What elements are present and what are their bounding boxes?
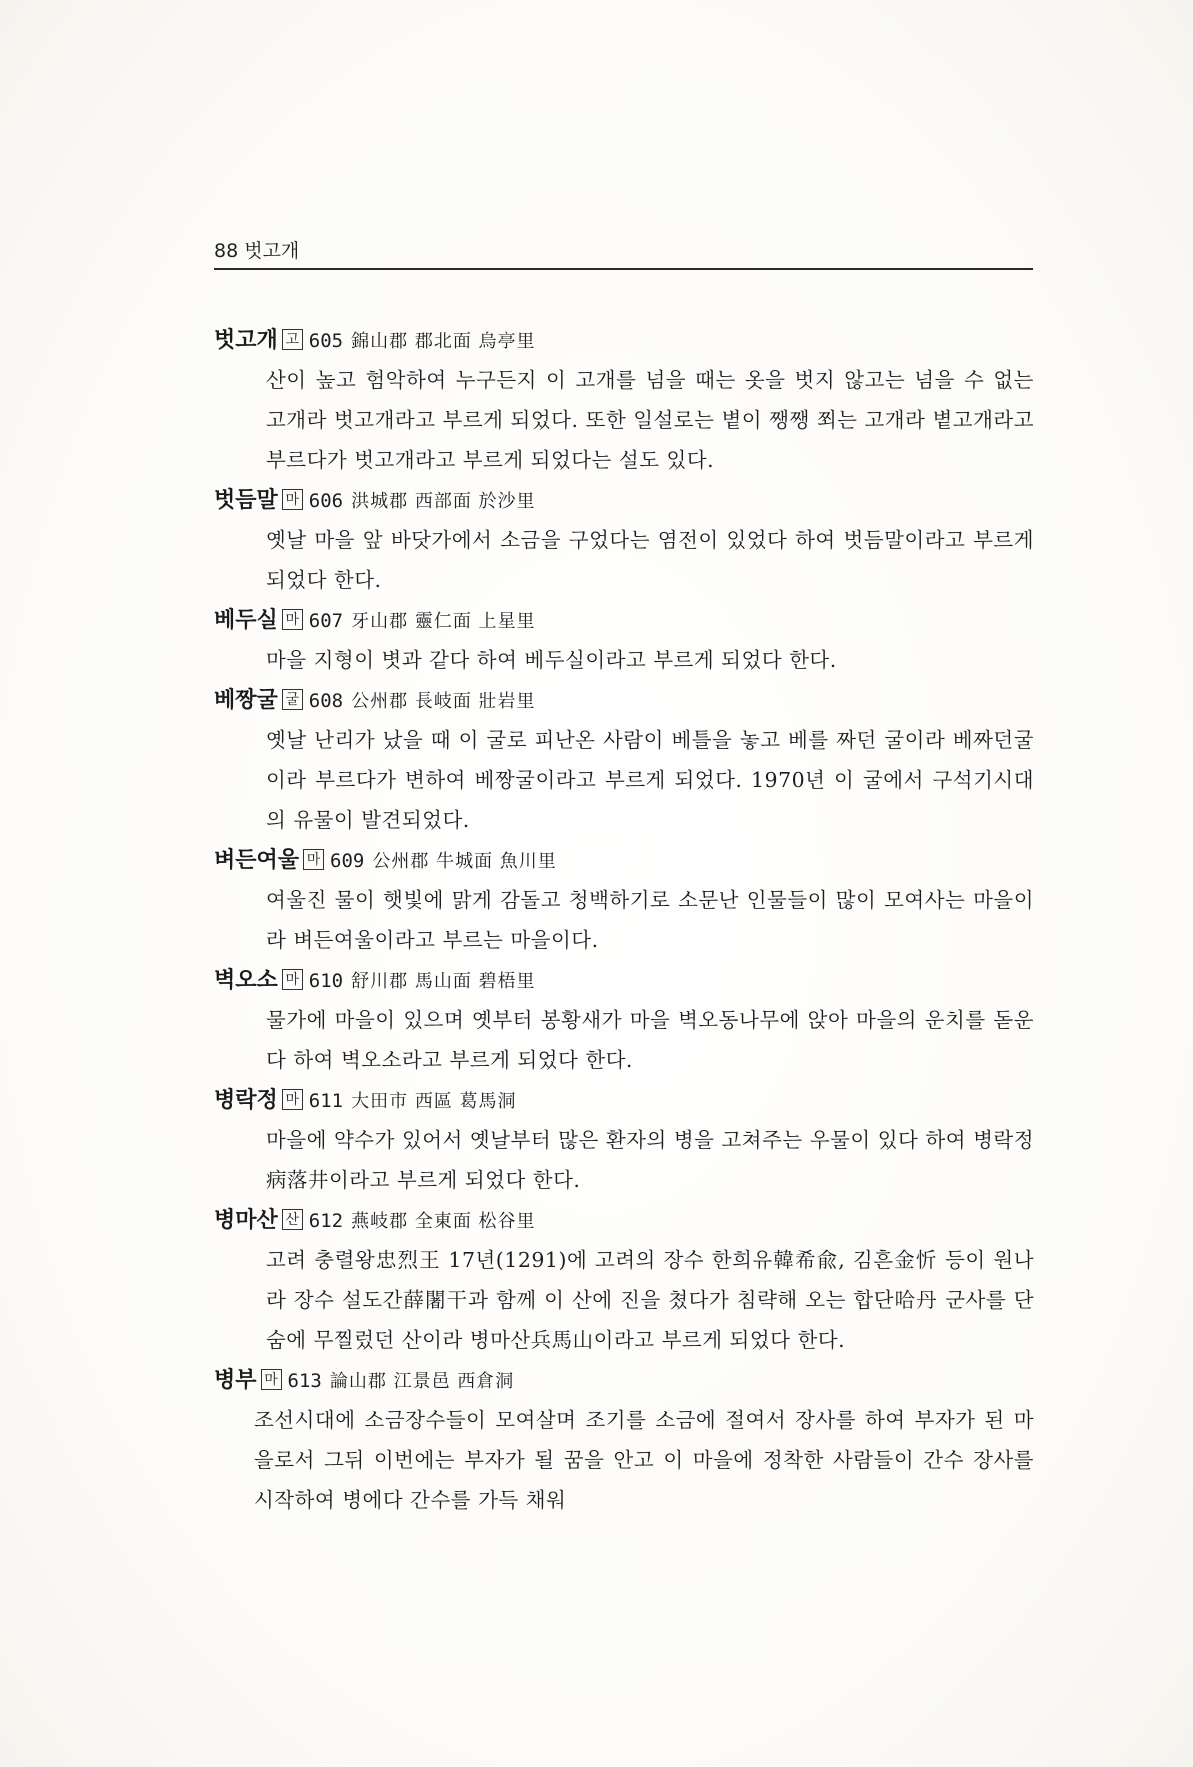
entry-type-badge: 마	[261, 1369, 282, 1390]
entry-address: 錦山郡 郡北面 烏亭里	[351, 331, 536, 352]
entry	[214, 600, 1034, 680]
entry-heading	[214, 320, 1034, 360]
entry	[214, 1200, 1034, 1360]
entry-name: 병부	[214, 1368, 257, 1393]
entry-text: 옛날 난리가 났을 때 이 굴로 피난온 사람이 베틀을 놓고 베를 짜던 굴이라 베짜던굴이라 부르다가 변하여 베짱굴이라고 부르게 되었다. 1970년 이 굴에서 구석기시대의 유물이 발견되었다.	[266, 728, 1034, 832]
entry-number: 606	[308, 490, 344, 512]
entry	[214, 1360, 1034, 1520]
entry	[214, 680, 1034, 840]
entry-type-badge: 마	[282, 489, 303, 510]
entry-text: 물가에 마을이 있으며 옛부터 봉황새가 마을 벽오동나무에 앉아 마을의 운치를 돋운다 하여 벽오소라고 부르게 되었다 한다.	[266, 1008, 1034, 1072]
entry-type-badge: 산	[282, 1209, 303, 1230]
entry-list	[214, 320, 1034, 1520]
entry-name: 벽오소	[214, 968, 278, 993]
entry-name: 벗듬말	[214, 488, 278, 513]
entry-text: 마을에 약수가 있어서 옛날부터 많은 환자의 병을 고쳐주는 우물이 있다 하여 병락정病落井이라고 부르게 되었다 한다.	[266, 1128, 1034, 1192]
entry-text: 조선시대에 소금장수들이 모여살며 조기를 소금에 절여서 장사를 하여 부자가 된 마을로서 그뒤 이번에는 부자가 될 꿈을 안고 이 마을에 정착한 사람들이 간수 장사를 시작하여 병에다 간수를 가득 채워	[254, 1408, 1034, 1512]
entry-number: 610	[308, 970, 344, 992]
entry	[214, 480, 1034, 600]
entry-heading	[214, 600, 1034, 640]
entry-name: 병마산	[214, 1208, 278, 1233]
page-header: 88 벗고개	[214, 240, 300, 262]
entry-address: 公州郡 長岐面 壯岩里	[351, 691, 536, 712]
entry-heading	[214, 680, 1034, 720]
entry-text: 마을 지형이 볏과 같다 하여 베두실이라고 부르게 되었다 한다.	[266, 648, 837, 672]
entry-type-badge: 마	[282, 609, 303, 630]
entry-name: 병락정	[214, 1088, 278, 1113]
entry	[214, 960, 1034, 1080]
entry-heading	[214, 840, 1034, 880]
entry-address: 燕岐郡 全東面 松谷里	[351, 1211, 536, 1232]
entry-address: 牙山郡 靈仁面 上星里	[351, 611, 536, 632]
entry-name: 벼든여울	[214, 848, 300, 873]
entry-heading	[214, 1080, 1034, 1120]
entry-heading	[214, 960, 1034, 1000]
entry-text: 산이 높고 험악하여 누구든지 이 고개를 넘을 때는 옷을 벗지 않고는 넘을 수 없는 고개라 벗고개라고 부르게 되었다. 또한 일설로는 볕이 쨍쨍 쬐는 고개라 볕고개라고 부르다가 벗고개라고 부르게 되었다는 설도 있다.	[266, 368, 1034, 472]
entry-type-badge: 고	[282, 329, 303, 350]
entry-number: 605	[308, 330, 344, 352]
entry-number: 609	[330, 850, 365, 872]
entry-heading	[214, 1360, 1034, 1400]
entry-number: 607	[308, 610, 344, 632]
entry-number: 613	[287, 1370, 322, 1392]
entry-address: 洪城郡 西部面 於沙里	[351, 491, 536, 512]
entry-text: 고려 충렬왕忠烈王 17년(1291)에 고려의 장수 한희유韓希兪, 김흔金忻 등이 원나라 장수 설도간薛闍干과 함께 이 산에 진을 쳤다가 침략해 오는 합단哈丹 군사를 단숨에 무찔렀던 산이라 병마산兵馬山이라고 부르게 되었다 한다.	[266, 1248, 1034, 1352]
entry	[214, 320, 1034, 480]
entry-address: 公州郡 牛城面 魚川里	[372, 851, 557, 872]
entry-address: 舒川郡 馬山面 碧梧里	[351, 971, 536, 992]
entry-type-badge: 마	[303, 849, 324, 870]
entry-name: 베짱굴	[214, 688, 278, 713]
entry-address: 大田市 西區 葛馬洞	[351, 1091, 517, 1112]
entry	[214, 840, 1034, 960]
entry-type-badge: 굴	[282, 689, 303, 710]
entry-type-badge: 마	[282, 1089, 303, 1110]
entry-name: 베두실	[214, 608, 278, 633]
entry-name: 벗고개	[214, 328, 278, 353]
entry-number: 608	[308, 690, 344, 712]
entry	[214, 1080, 1034, 1200]
entry-text: 여울진 물이 햇빛에 맑게 감돌고 청백하기로 소문난 인물들이 많이 모여사는 마을이라 벼든여울이라고 부르는 마을이다.	[266, 888, 1034, 952]
entry-heading	[214, 480, 1034, 520]
entry-heading	[214, 1200, 1034, 1240]
entry-number: 612	[308, 1210, 344, 1232]
entry-address: 論山郡 江景邑 西倉洞	[329, 1371, 515, 1392]
entry-type-badge: 마	[282, 969, 303, 990]
entry-number: 611	[308, 1090, 344, 1112]
entry-text: 옛날 마을 앞 바닷가에서 소금을 구었다는 염전이 있었다 하여 벗듬말이라고 부르게 되었다 한다.	[266, 528, 1034, 592]
header-divider	[214, 268, 1033, 270]
